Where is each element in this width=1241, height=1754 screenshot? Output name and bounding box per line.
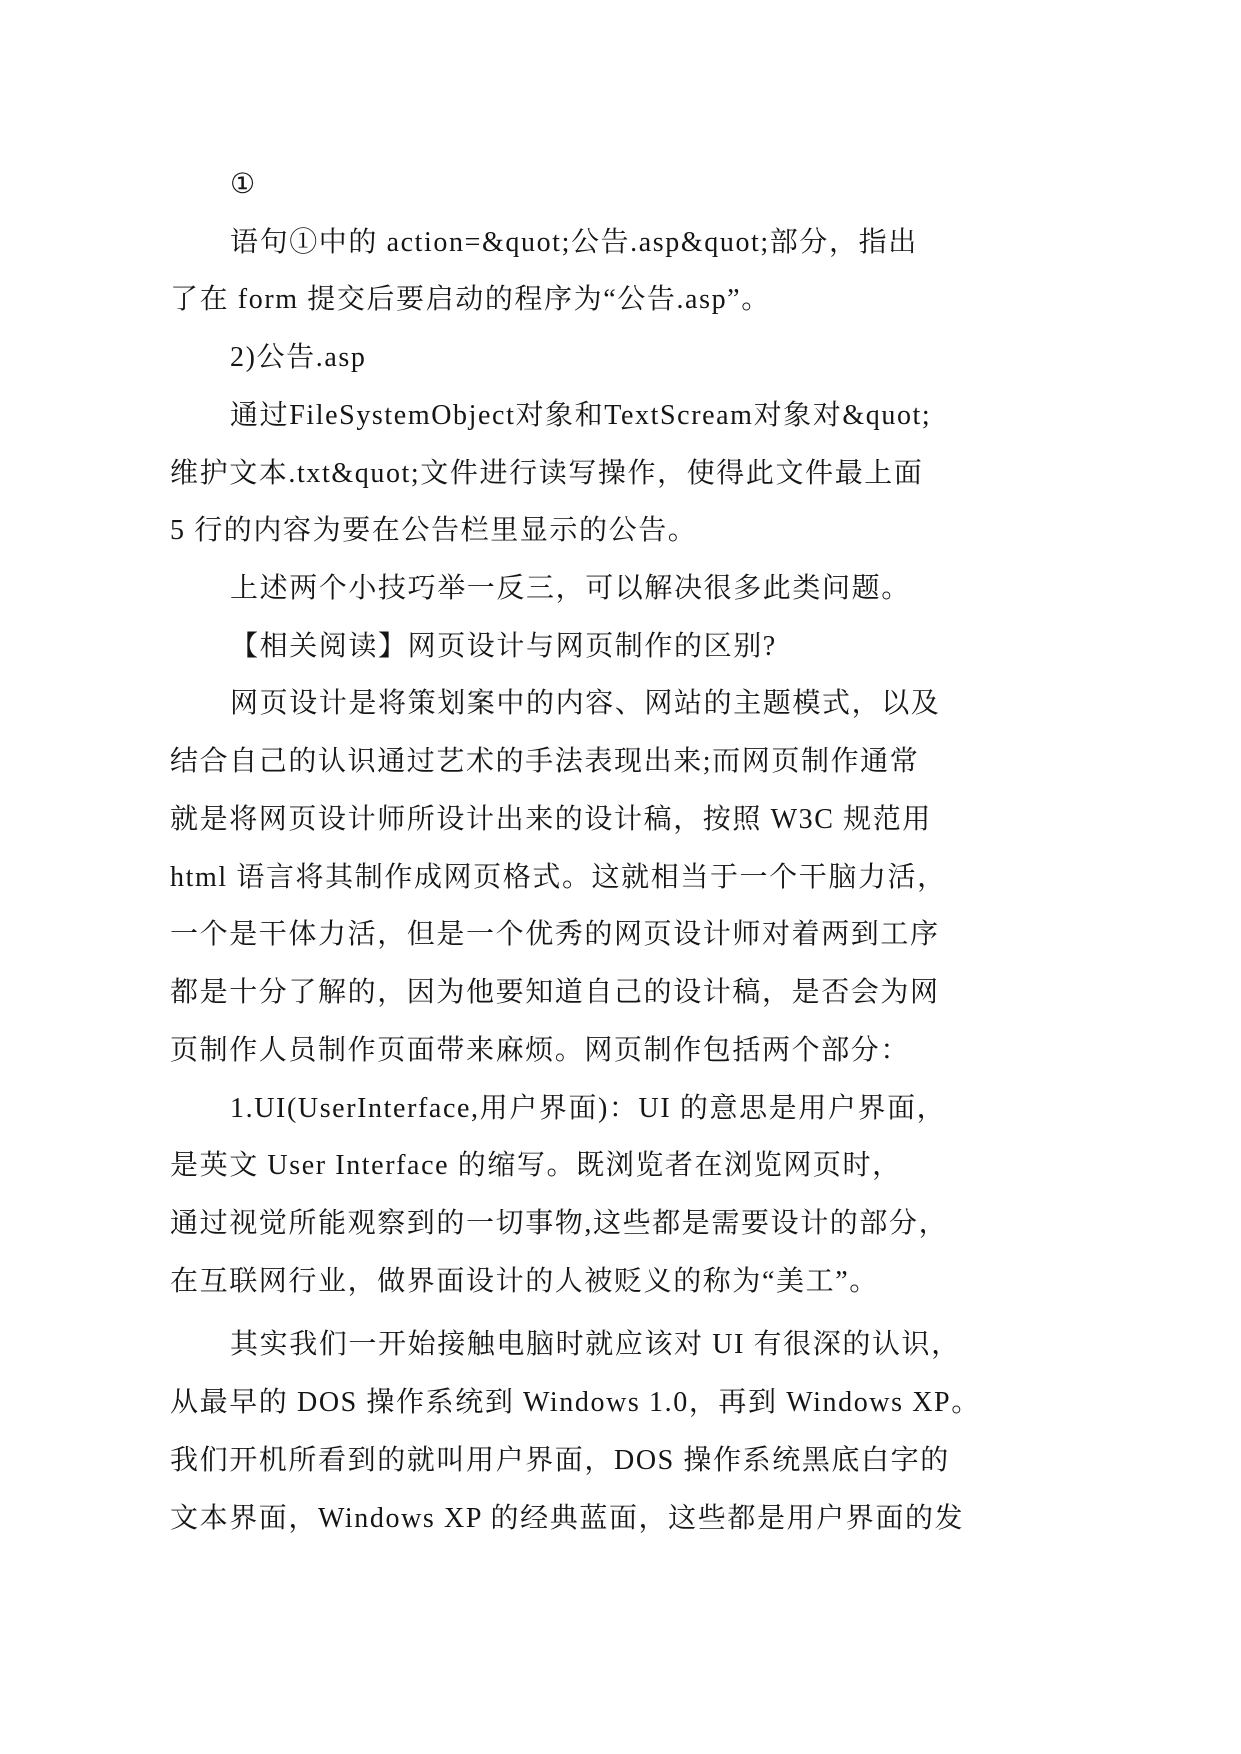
text-line: 都是十分了解的，因为他要知道自己的设计稿，是否会为网 bbox=[170, 977, 940, 1009]
paragraph bbox=[170, 329, 981, 387]
text-line: 我们开机所看到的就叫用户界面，DOS 操作系统黑底白字的 bbox=[170, 1444, 950, 1476]
text-line: 其实我们一开始接触电脑时就应该对 UI 有很深的认识， bbox=[230, 1329, 961, 1361]
paragraph bbox=[170, 387, 981, 560]
text-line: html 语言将其制作成网页格式。这就相当于一个干脑力活， bbox=[170, 861, 947, 893]
text-line: 网页设计是将策划案中的内容、网站的主题模式，以及 bbox=[230, 688, 941, 720]
text-line: 文本界面，Windows XP 的经典蓝面，这些都是用户界面的发 bbox=[170, 1502, 965, 1534]
paragraph bbox=[170, 675, 981, 1079]
paragraph bbox=[170, 1316, 981, 1547]
body-text bbox=[170, 156, 981, 1547]
paragraph bbox=[170, 156, 981, 214]
text-line: 通过FileSystemObject对象和TextScream对象对&quot; bbox=[230, 399, 932, 431]
text-line: 1.UI(UserInterface,用户界面)：UI 的意思是用户界面， bbox=[230, 1092, 947, 1124]
text-line: 上述两个小技巧举一反三，可以解决很多此类问题。 bbox=[230, 573, 911, 605]
paragraph bbox=[170, 560, 981, 618]
text-line: 页制作人员制作页面带来麻烦。网页制作包括两个部分： bbox=[170, 1034, 911, 1066]
text-line: 了在 form 提交后要启动的程序为“公告.asp”。 bbox=[170, 284, 771, 316]
paragraph bbox=[170, 618, 981, 676]
section-heading: 【相关阅读】网页设计与网页制作的区别? bbox=[230, 630, 777, 662]
text-line: 一个是干体力活，但是一个优秀的网页设计师对着两到工序 bbox=[170, 919, 940, 951]
text-line: 维护文本.txt&quot;文件进行读写操作，使得此文件最上面 bbox=[170, 457, 924, 489]
text-line: 5 行的内容为要在公告栏里显示的公告。 bbox=[170, 515, 698, 547]
text-line: 从最早的 DOS 操作系统到 Windows 1.0，再到 Windows XP。 bbox=[170, 1387, 981, 1419]
paragraph bbox=[170, 214, 981, 329]
text-line: 通过视觉所能观察到的一切事物,这些都是需要设计的部分， bbox=[170, 1207, 949, 1239]
text-line: 结合自己的认识通过艺术的手法表现出来;而网页制作通常 bbox=[170, 746, 920, 778]
text-line: 语句①中的 action=&quot;公告.asp&quot;部分，指出 bbox=[230, 226, 918, 258]
text-line: 就是将网页设计师所设计出来的设计稿，按照 W3C 规范用 bbox=[170, 803, 932, 835]
paragraph bbox=[170, 1080, 981, 1311]
text-line: 是英文 User Interface 的缩写。既浏览者在浏览网页时， bbox=[170, 1150, 902, 1182]
text-line: ① bbox=[230, 169, 257, 200]
text-line: 在互联网行业，做界面设计的人被贬义的称为“美工”。 bbox=[170, 1265, 879, 1297]
text-line: 2)公告.asp bbox=[230, 342, 367, 374]
